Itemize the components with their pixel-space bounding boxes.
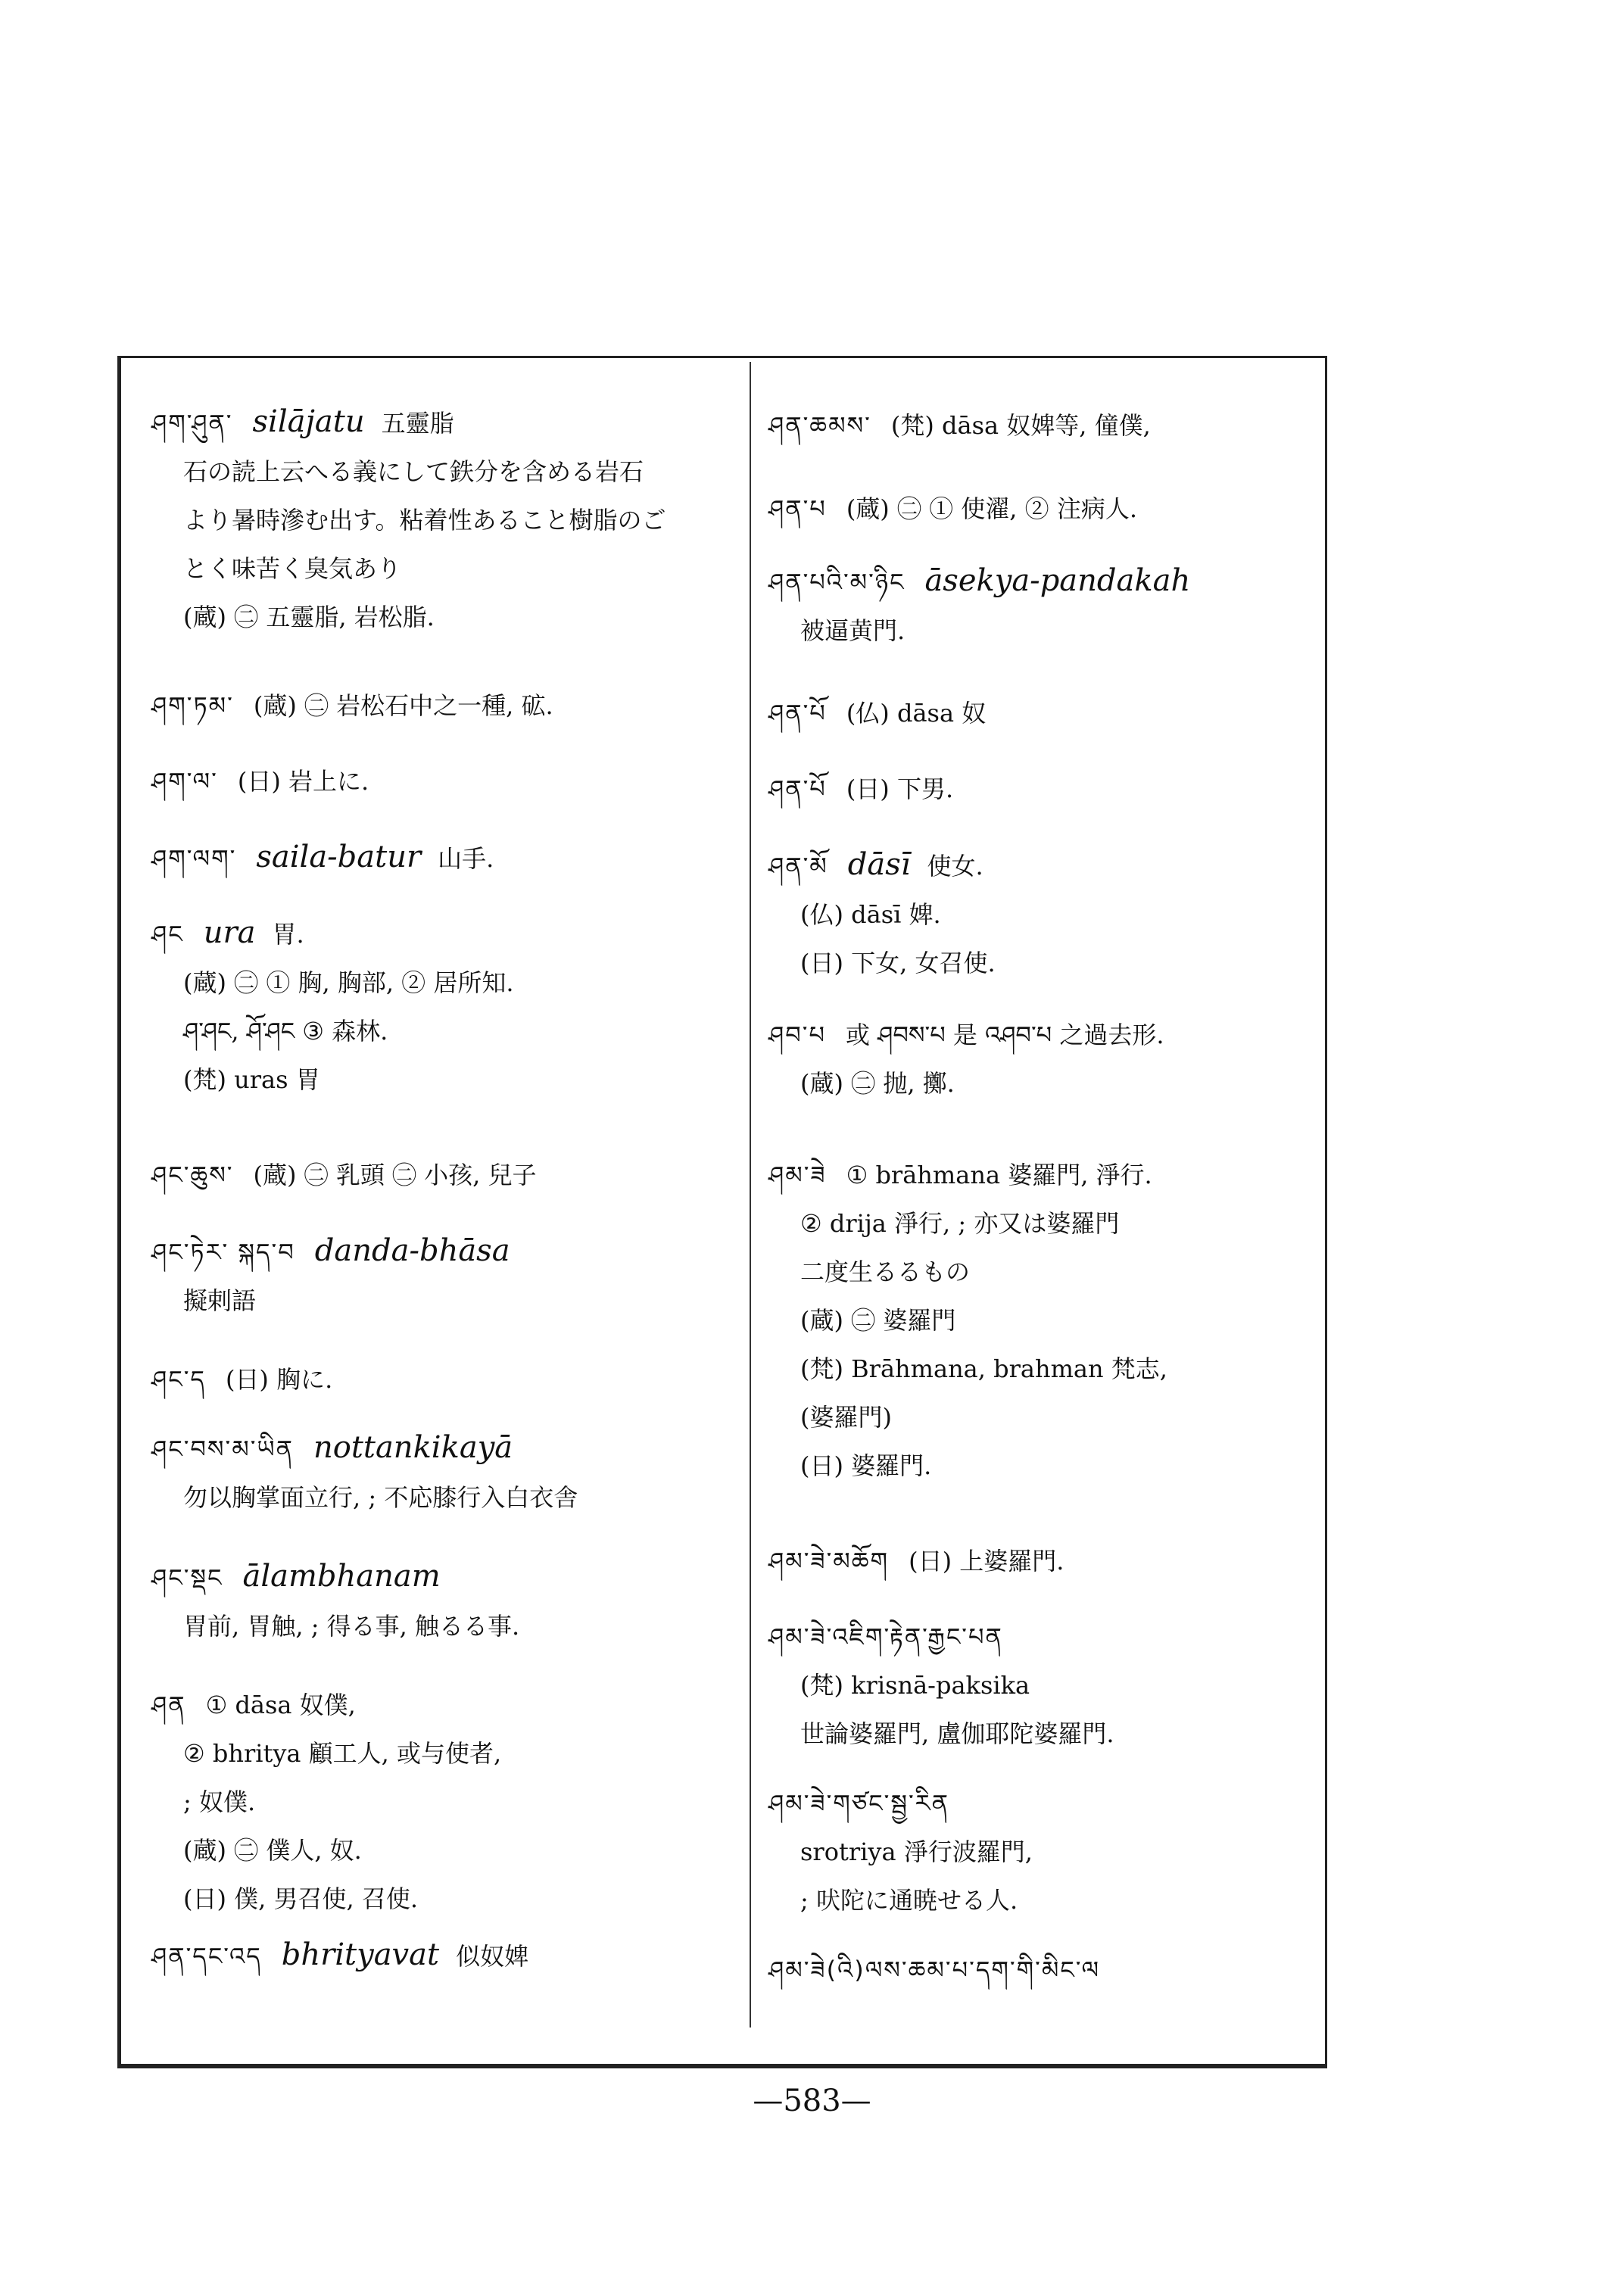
definition-text: (日) 下男. bbox=[846, 775, 954, 803]
tibetan-headword: ཤག་ཤུན་ bbox=[151, 409, 233, 438]
dictionary-entry bbox=[151, 1938, 734, 1988]
tibetan-headword: ཤམ་ཟེ་མཆོག bbox=[768, 1547, 890, 1576]
entry-definition-line bbox=[768, 1207, 1321, 1240]
dictionary-entry bbox=[151, 405, 734, 649]
entry-definition-line bbox=[151, 600, 734, 634]
tibetan-headword: ཤམ་ཟེ bbox=[768, 1161, 827, 1189]
column-divider bbox=[750, 362, 751, 2028]
entry-headline bbox=[768, 492, 1321, 525]
dictionary-entry bbox=[768, 492, 1321, 541]
entry-definition-line bbox=[151, 1834, 734, 1867]
dictionary-entry bbox=[151, 1560, 734, 1658]
definition-text: (蔵) ㊁ 乳頭 ㊁ 小孩, 兒子 bbox=[253, 1161, 537, 1189]
tibetan-headword: ཤང bbox=[151, 920, 184, 949]
entry-headline bbox=[151, 689, 734, 722]
entry-headline bbox=[768, 848, 1321, 883]
entry-definition-line bbox=[151, 1737, 734, 1770]
entry-headline bbox=[768, 772, 1321, 806]
entry-definition-line bbox=[768, 1067, 1321, 1100]
sanskrit-term: saila-batur bbox=[256, 840, 422, 874]
dictionary-entry bbox=[768, 1018, 1321, 1115]
dictionary-entry bbox=[151, 1431, 734, 1529]
definition-text: (婆羅門) bbox=[800, 1403, 892, 1432]
entry-headline bbox=[151, 1688, 734, 1722]
entry-headline bbox=[768, 697, 1321, 730]
definition-text: 勿以胸掌面立行, ; 不応膝行入白衣舎 bbox=[183, 1483, 578, 1512]
entry-definition-line bbox=[768, 1884, 1321, 1917]
definition-text: (蔵) ㊁ 五靈脂, 岩松脂. bbox=[183, 603, 435, 631]
entry-definition-line bbox=[151, 1284, 734, 1317]
tibetan-headword: ཤན་དང་འད bbox=[151, 1942, 262, 1971]
tibetan-headword: ཤབ་པ bbox=[768, 1021, 826, 1049]
entry-definition-line bbox=[768, 1352, 1321, 1385]
dictionary-entry bbox=[768, 409, 1321, 457]
dictionary-entry bbox=[151, 840, 734, 890]
tibetan-headword: ཤན་ཆམས་ bbox=[768, 411, 871, 440]
entry-definition-line bbox=[151, 455, 734, 488]
dictionary-entry bbox=[768, 1953, 1321, 2002]
definition-text: ② bhritya 顧工人, 或与使者, bbox=[183, 1739, 502, 1768]
entry-definition-line bbox=[768, 614, 1321, 647]
definition-text: 被逼黄門. bbox=[800, 616, 906, 645]
tibetan-headword: ཤན་པའི་མ་ཉིང bbox=[768, 568, 906, 597]
tibetan-headword: ཤག་ལག་ bbox=[151, 844, 237, 873]
definition-text: 擬剌語 bbox=[183, 1286, 257, 1315]
entry-headline bbox=[151, 405, 734, 440]
entry-headline bbox=[151, 1560, 734, 1594]
definition-text: 使女. bbox=[927, 852, 983, 881]
dictionary-entry bbox=[768, 1787, 1321, 1932]
tibetan-headword: ཤམ་ཟེ་གཙང་སྦྱ་རིན bbox=[768, 1789, 949, 1818]
dictionary-entry bbox=[768, 1158, 1321, 1498]
definition-text: (蔵) ㊁ 岩松石中之一種, 砿. bbox=[253, 691, 553, 720]
tibetan-headword: ཤན་པ bbox=[768, 494, 827, 523]
entry-headline bbox=[151, 1938, 734, 1973]
dictionary-entry bbox=[768, 564, 1321, 662]
definition-text: (蔵) ㊁ ① 胸, 胸部, ② 居所知. bbox=[183, 968, 514, 997]
definition-text: (仏) dāsa 奴 bbox=[846, 699, 987, 728]
definition-text: 二度生るるもの bbox=[800, 1258, 971, 1286]
tibetan-headword: ཤང་སྡང bbox=[151, 1563, 223, 1592]
definition-text: 石の読上云へる義にして鉄分を含める岩石 bbox=[183, 457, 644, 486]
dictionary-entry bbox=[768, 848, 1321, 995]
entry-definition-line bbox=[768, 1401, 1321, 1434]
definition-text: (梵) uras 胃 bbox=[183, 1065, 320, 1094]
definition-text: ① dāsa 奴僕, bbox=[205, 1691, 356, 1719]
entry-definition-line bbox=[151, 1610, 734, 1643]
dictionary-entry bbox=[768, 697, 1321, 745]
dictionary-entry bbox=[151, 1234, 734, 1332]
entry-headline bbox=[768, 1787, 1321, 1820]
definition-text: とく味苦く臭気あり bbox=[183, 554, 402, 583]
definition-text: (日) 婆羅門. bbox=[800, 1451, 932, 1480]
definition-text: 山手. bbox=[438, 844, 494, 873]
sanskrit-term: āsekya-pandakah bbox=[924, 563, 1191, 598]
entry-headline bbox=[768, 1544, 1321, 1578]
entry-definition-line bbox=[768, 1449, 1321, 1482]
definition-text: 似奴婢 bbox=[456, 1942, 529, 1971]
definition-text: (日) 岩上に. bbox=[237, 767, 369, 796]
definition-text: (日) 下女, 女召使. bbox=[800, 949, 996, 977]
dictionary-entry bbox=[768, 772, 1321, 821]
tibetan-headword: ཤམ་ཟེ(འི)ལས་ཆམ་པ་དག་གི་མིང་ལ bbox=[768, 1956, 1101, 1984]
entry-definition-line bbox=[768, 898, 1321, 931]
entry-definition-line bbox=[151, 1015, 734, 1048]
sanskrit-term: danda-bhāsa bbox=[314, 1233, 510, 1268]
sanskrit-term: bhrityavat bbox=[281, 1937, 440, 1972]
entry-headline bbox=[151, 1158, 734, 1192]
sanskrit-term: ura bbox=[203, 915, 256, 950]
entry-headline bbox=[151, 1431, 734, 1466]
tibetan-headword: ཤན་པོ bbox=[768, 699, 827, 728]
entry-headline bbox=[151, 1363, 734, 1396]
tibetan-headword: ཤང་ཏེར་ སྐད་བ bbox=[151, 1238, 295, 1267]
definition-text: ; 奴僕. bbox=[183, 1788, 256, 1816]
definition-text: srotriya 淨行波羅門, bbox=[800, 1837, 1033, 1866]
definition-text: (日) 僕, 男召使, 召使. bbox=[183, 1884, 419, 1913]
entry-headline bbox=[768, 1953, 1321, 1987]
definition-text: ② drija 淨行, ; 亦又は婆羅門 bbox=[800, 1209, 1120, 1238]
definition-text: 世論婆羅門, 盧伽耶陀婆羅門. bbox=[800, 1719, 1114, 1748]
entry-headline bbox=[768, 1158, 1321, 1192]
sanskrit-term: nottankikayā bbox=[313, 1430, 513, 1465]
definition-text: 五靈脂 bbox=[381, 409, 454, 438]
definition-text: (梵) dāsa 奴婢等, 僮僕, bbox=[890, 411, 1151, 440]
entry-definition-line bbox=[151, 966, 734, 999]
dictionary-entry bbox=[151, 765, 734, 813]
dictionary-entry bbox=[768, 1544, 1321, 1593]
entry-headline bbox=[151, 916, 734, 951]
entry-headline bbox=[768, 1620, 1321, 1653]
tibetan-headword: ཤན་པོ bbox=[768, 775, 827, 803]
definition-text: (日) 上婆羅門. bbox=[909, 1547, 1064, 1576]
definition-text: (仏) dāsī 婢. bbox=[800, 900, 941, 929]
tibetan-headword: ཤང་བས་མ་ཡིན bbox=[151, 1435, 294, 1463]
definition-text: (蔵) ㊁ ① 使濯, ② 注病人. bbox=[846, 494, 1137, 523]
entry-definition-line bbox=[768, 1304, 1321, 1337]
sanskrit-term: ālambhanam bbox=[242, 1559, 441, 1594]
dictionary-entry bbox=[151, 689, 734, 737]
definition-text: 胃. bbox=[272, 920, 304, 949]
entry-definition-line bbox=[768, 946, 1321, 980]
definition-text: (日) 胸に. bbox=[225, 1365, 333, 1394]
entry-headline bbox=[151, 840, 734, 875]
definition-text: (梵) krisnā-paksika bbox=[800, 1671, 1030, 1700]
sanskrit-term: dāsī bbox=[847, 847, 911, 882]
entry-definition-line bbox=[151, 1481, 734, 1514]
tibetan-headword: ཤག་ཏམ་ bbox=[151, 691, 234, 720]
definition-text: ① brāhmana 婆羅門, 淨行. bbox=[846, 1161, 1152, 1189]
definition-text: ཤ་ཤང, ཤོ་ཤང ③ 森林. bbox=[183, 1017, 388, 1046]
entry-definition-line bbox=[768, 1717, 1321, 1750]
tibetan-headword: ཤམ་ཟེ་འཇིག་རྟེན་རྒྱང་པན bbox=[768, 1622, 1003, 1651]
tibetan-headword: ཤག་ལ་ bbox=[151, 767, 218, 796]
entry-definition-line bbox=[768, 1835, 1321, 1869]
sanskrit-term: silājatu bbox=[252, 404, 365, 439]
entry-definition-line bbox=[768, 1669, 1321, 1702]
page-number: —583— bbox=[753, 2084, 871, 2118]
dictionary-entry bbox=[151, 1688, 734, 1931]
entry-headline bbox=[151, 1234, 734, 1269]
tibetan-headword: ཤན bbox=[151, 1691, 186, 1719]
entry-definition-line bbox=[151, 1063, 734, 1096]
definition-text: (蔵) ㊁ 抛, 擲. bbox=[800, 1069, 955, 1098]
tibetan-headword: ཤང་ཆུས་ bbox=[151, 1161, 234, 1189]
definition-text: ; 吠陀に通暁せる人. bbox=[800, 1886, 1018, 1915]
definition-text: (梵) Brāhmana, brahman 梵志, bbox=[800, 1354, 1167, 1383]
entry-definition-line bbox=[151, 1785, 734, 1819]
entry-headline bbox=[768, 409, 1321, 442]
entry-definition-line bbox=[151, 503, 734, 537]
definition-text: (蔵) ㊁ 婆羅門 bbox=[800, 1306, 956, 1335]
entry-definition-line bbox=[151, 552, 734, 585]
tibetan-headword: ཤན་མོ bbox=[768, 852, 828, 881]
entry-headline bbox=[768, 1018, 1321, 1052]
dictionary-entry bbox=[151, 916, 734, 1111]
entry-definition-line bbox=[151, 1882, 734, 1915]
entry-definition-line bbox=[768, 1255, 1321, 1289]
entry-headline bbox=[151, 765, 734, 798]
definition-text: (蔵) ㊁ 僕人, 奴. bbox=[183, 1836, 362, 1865]
tibetan-headword: ཤང་ད bbox=[151, 1365, 206, 1394]
dictionary-entry bbox=[151, 1363, 734, 1411]
dictionary-entry bbox=[151, 1158, 734, 1207]
definition-text: より暑時滲む出す。粘着性あること樹脂のご bbox=[183, 506, 666, 535]
dictionary-entry bbox=[768, 1620, 1321, 1766]
definition-text: 或 ཤབས་པ 是 འཤབ་པ 之過去形. bbox=[845, 1021, 1164, 1049]
entry-headline bbox=[768, 564, 1321, 599]
definition-text: 胃前, 胃触, ; 得る事, 触るる事. bbox=[183, 1612, 520, 1641]
